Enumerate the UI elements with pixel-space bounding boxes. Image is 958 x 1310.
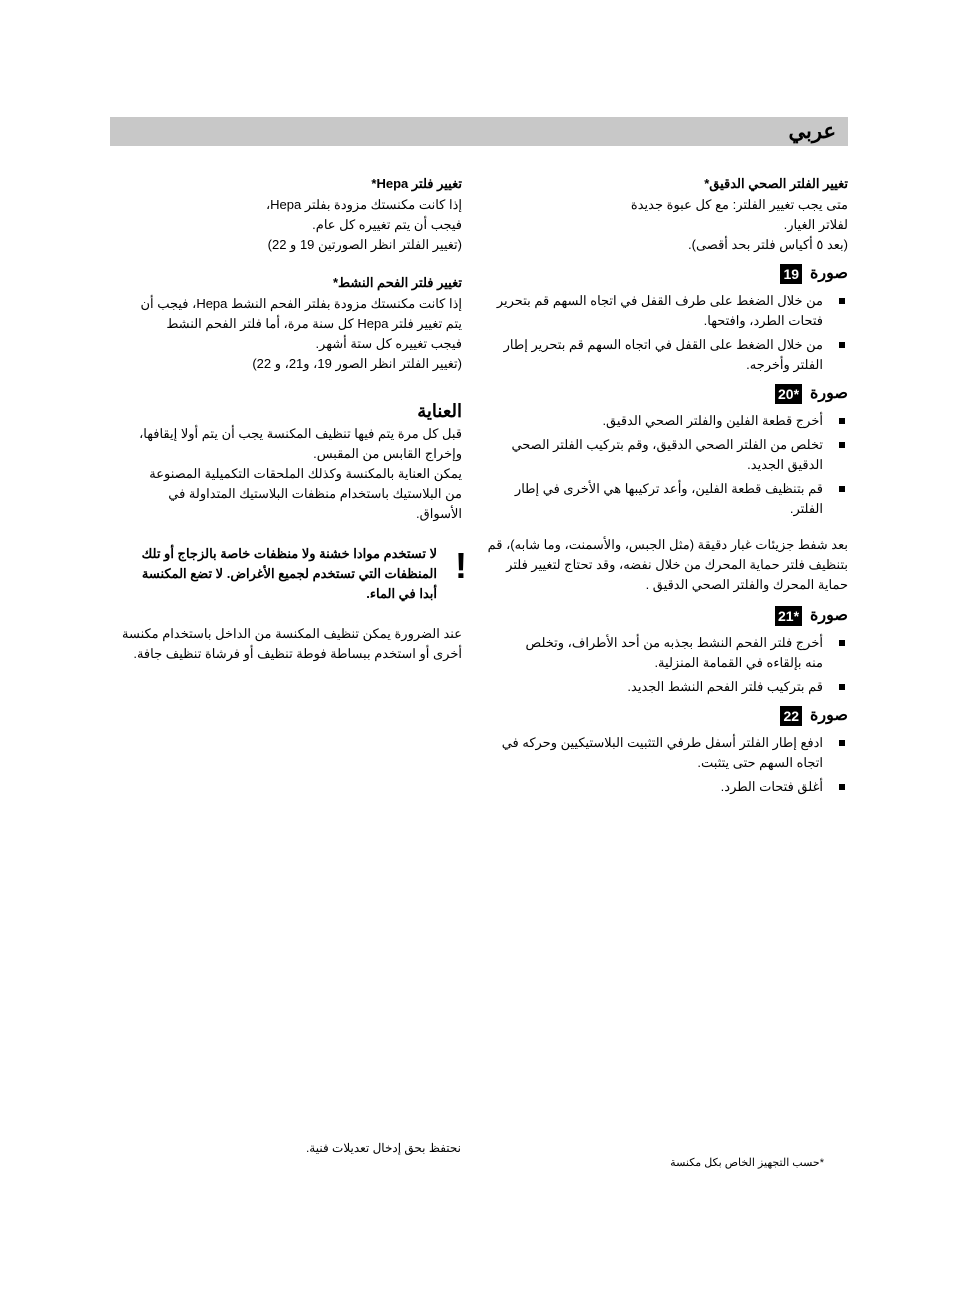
bullet-icon bbox=[839, 442, 845, 448]
carbon-line: فيجب تغييره كل ستة أشهر. bbox=[315, 336, 462, 351]
step-text: قم بتنظيف قطعة الفلين، وأعد تركيبها هي الأخرى في إطار الفلتر. bbox=[514, 481, 823, 516]
care-line: وإخراج القابس من المقبس. bbox=[313, 446, 462, 461]
care-heading: العناية bbox=[417, 401, 462, 421]
figure-word: صورة bbox=[810, 385, 848, 402]
care-line: الأسواق. bbox=[416, 506, 462, 521]
figure-20-steps bbox=[485, 411, 848, 519]
figure-word: صورة bbox=[810, 707, 848, 724]
list-item bbox=[485, 435, 848, 475]
warning-box bbox=[105, 544, 467, 604]
carbon-heading: تغيير فلتر الفحم النشط* bbox=[332, 275, 462, 290]
figure-22-steps bbox=[485, 733, 848, 797]
fine-filter-line: متى يجب تغيير الفلتر: مع كل عبوة جديدة bbox=[630, 197, 848, 212]
step-text: أخرج قطعة الفلين والفلتر الصحي الدقيق. bbox=[602, 413, 823, 428]
list-item bbox=[485, 677, 848, 697]
step-text: من خلال الضغط على طرف القفل في اتجاه السهم قم بتحرير فتحات الطرد، وافتحها. bbox=[496, 293, 823, 328]
figure-22-label bbox=[485, 705, 848, 727]
care-line: من البلاستيك باستخدام منظفات البلاستيك المتداولة في bbox=[168, 486, 462, 501]
step-text: قم بتركيب فلتر الفحم النشط الجديد. bbox=[627, 679, 823, 694]
list-item bbox=[485, 777, 848, 797]
language-title: عربي bbox=[788, 120, 836, 143]
step-text: ادفع إطار الفلتر أسفل طرفي التثبيت البلاستيكيين وحركه في اتجاه السهم حتى يتثبت. bbox=[501, 735, 823, 770]
bullet-icon bbox=[839, 740, 845, 746]
care-line: قبل كل مرة يتم فيها تنظيف المكنسة يجب أن يتم أولا إيقافها، bbox=[139, 426, 462, 441]
left-column bbox=[105, 173, 467, 664]
carbon-line: (تغيير الفلتر انظر الصور 19، و21، و 22) bbox=[252, 356, 462, 371]
step-text: من خلال الضغط على القفل في اتجاه السهم قم بتحرير إطار الفلتر وأخرجه. bbox=[503, 337, 823, 372]
figure-20-label bbox=[485, 383, 848, 405]
list-item bbox=[485, 633, 848, 673]
figure-number-badge: 20* bbox=[775, 384, 802, 404]
exclamation-icon: ! bbox=[455, 545, 467, 586]
list-item bbox=[485, 411, 848, 431]
carbon-line: إذا كانت مكنستك مزودة بفلتر الفحم النشط Hepa، فيجب أن bbox=[140, 296, 462, 311]
carbon-line: يتم تغيير فلتر Hepa كل سنة مرة، أما فلتر الفحم النشط bbox=[166, 316, 462, 331]
bullet-icon bbox=[839, 342, 845, 348]
fine-filter-heading: تغيير الفلتر الصحي الدقيق* bbox=[704, 176, 848, 191]
bullet-icon bbox=[839, 640, 845, 646]
hepa-heading: تغيير فلتر Hepa* bbox=[371, 176, 462, 191]
list-item bbox=[485, 335, 848, 375]
figure-19-label bbox=[485, 263, 848, 285]
bullet-icon bbox=[839, 486, 845, 492]
hepa-line: فيجب أن يتم تغييره كل عام. bbox=[312, 217, 462, 232]
list-item bbox=[485, 733, 848, 773]
list-item bbox=[485, 479, 848, 519]
interior-cleaning-text: عند الضرورة يمكن تنظيف المكنسة من الداخل باستخدام مكنسة أخرى أو استخدم ببساطة فوطة تنظيف أو فرشاة تنظيف جافة. bbox=[122, 626, 462, 661]
footer-equipment-note: *حسب التجهيز الخاص بكل مكنسة bbox=[670, 1157, 824, 1169]
hepa-line: إذا كانت مكنستك مزودة بفلتر Hepa، bbox=[265, 197, 462, 212]
bullet-icon bbox=[839, 684, 845, 690]
fine-filter-line: لفلاتر الغيار. bbox=[783, 217, 848, 232]
bullet-icon bbox=[839, 298, 845, 304]
step-text: أغلق فتحات الطرد. bbox=[720, 779, 823, 794]
warning-text: لا تستخدم موادا خشنة ولا منظفات خاصة بالزجاج أو تلك المنظفات التي تستخدم لجميع الأغراض. لا تضع المكنسة أبدا في الماء. bbox=[141, 546, 437, 601]
figure-19-steps bbox=[485, 291, 848, 375]
bullet-icon bbox=[839, 418, 845, 424]
right-column bbox=[485, 173, 848, 801]
footer-tech-changes: نحتفظ بحق إدخال تعديلات فنية. bbox=[305, 1141, 461, 1155]
language-header-bar bbox=[110, 117, 848, 146]
figure-number-badge: 19 bbox=[780, 264, 802, 284]
step-text: أخرج فلتر الفحم النشط بجذبه من أحد الأطراف، وتخلص منه بإلقاءه في القمامة المنزلية. bbox=[525, 635, 823, 670]
bullet-icon bbox=[839, 784, 845, 790]
figure-21-label bbox=[485, 605, 848, 627]
list-item bbox=[485, 291, 848, 331]
care-line: يمكن العناية بالمكنسة وكذلك الملحقات التكميلية المصنوعة bbox=[149, 466, 462, 481]
figure-word: صورة bbox=[810, 607, 848, 624]
hepa-line: (تغيير الفلتر انظر الصورتين 19 و 22) bbox=[267, 237, 462, 252]
step-text: تخلص من الفلتر الصحي الدقيق، وقم بتركيب الفلتر الصحي الدقيق الجديد. bbox=[511, 437, 823, 472]
figure-number-badge: 21* bbox=[775, 606, 802, 626]
figure-21-steps bbox=[485, 633, 848, 697]
figure-word: صورة bbox=[810, 265, 848, 282]
fine-filter-line: (بعد ٥ أكياس فلتر بحد أقصى). bbox=[688, 237, 848, 252]
dust-note: بعد شفط جزيئات غبار دقيقة (مثل الجبس، والأسمنت، وما شابه)، قم بتنظيف فلتر حماية المحرك من خلال نفضه، وقد تحتاج لتغيير فلتر حماية المحرك والفلتر الصحي الدقيق . bbox=[487, 537, 848, 592]
figure-number-badge: 22 bbox=[780, 706, 802, 726]
